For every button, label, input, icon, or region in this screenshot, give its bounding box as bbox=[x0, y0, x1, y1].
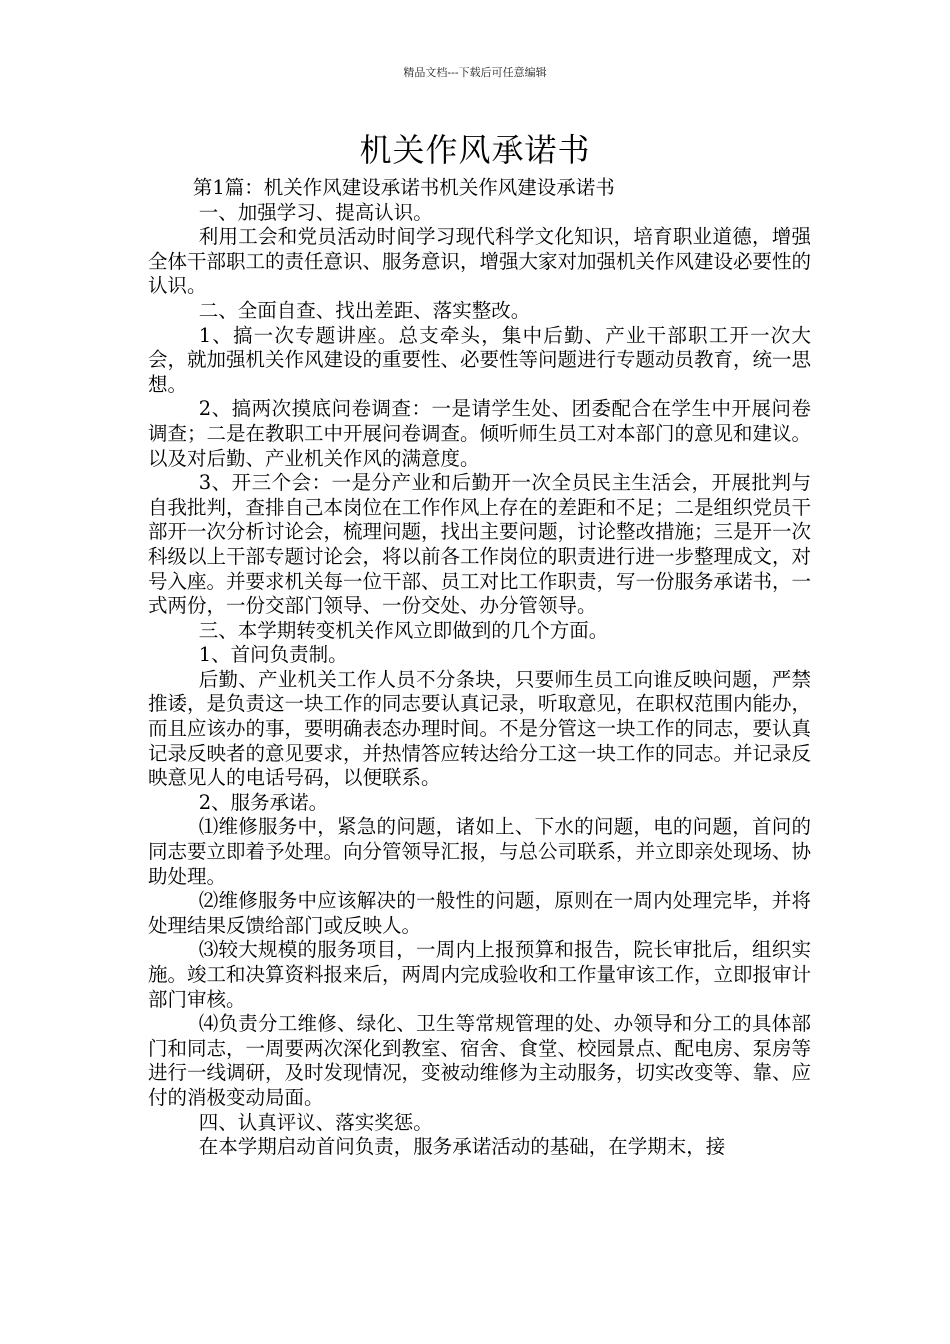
paragraph: 利用工会和党员活动时间学习现代科学文化知识，培育职业道德，增强全体干部职工的责任意识、服务意识，增强大家对加强机关作风建设必要性的认识。 bbox=[148, 225, 812, 298]
subsection-heading: 1、首问负责制。 bbox=[198, 643, 348, 667]
paragraph: 后勤、产业机关工作人员不分条块，只要师生员工向谁反映问题，严禁推诿，是负责这一块工作的同志要认真记录，听取意见，在职权范围内能办，而且应该办的事，要明确表态办理时间。不是分管这一块工作的同志，要认真记录反映者的意见要求，并热情答应转达给分工这一块工作的同志。并记录反映意见人的电话号码，以便联系。 bbox=[148, 667, 812, 790]
document-body bbox=[148, 176, 811, 1160]
paragraph: ⑷负责分工维修、绿化、卫生等常规管理的处、办领导和分工的具体部门和同志，一周要两次深化到教室、宿舍、食堂、校园景点、配电房、泵房等进行一线调研，及时发现情况，变被动维修为主动服务，切实改变等、靠、应付的消极变动局面。 bbox=[148, 1012, 812, 1109]
paragraph: ⑵维修服务中应该解决的一般性的问题，原则在一周内处理完毕，并将处理结果反馈给部门或反映人。 bbox=[148, 889, 811, 937]
section-heading: 三、本学期转变机关作风立即做到的几个方面。 bbox=[198, 618, 609, 642]
paragraph: 1、搞一次专题讲座。总支牵头，集中后勤、产业干部职工开一次大会，就加强机关作风建设的重要性、必要性等问题进行专题动员教育，统一思想。 bbox=[148, 323, 812, 396]
article-subtitle: 第1篇：机关作风建设承诺书机关作风建设承诺书 bbox=[192, 176, 615, 199]
section-heading: 一、加强学习、提高认识。 bbox=[198, 200, 433, 224]
paragraph: 在本学期启动首问负责，服务承诺活动的基础，在学期末，接 bbox=[198, 1135, 726, 1159]
document-title: 机关作风承诺书 bbox=[359, 131, 591, 169]
header-note: 精品文档---下载后可任意编辑 bbox=[403, 66, 547, 79]
paragraph: ⑴维修服务中，紧急的问题，诸如上、下水的问题，电的问题，首问的同志要立即着予处理。向分管领导汇报，与总公司联系，并立即亲处现场、协助处理。 bbox=[148, 815, 812, 888]
paragraph: ⑶较大规模的服务项目，一周内上报预算和报告，院长审批后，组织实施。竣工和决算资料报来后，两周内完成验收和工作量审该工作，立即报审计部门审核。 bbox=[148, 938, 812, 1011]
subsection-heading: 2、服务承诺。 bbox=[198, 790, 329, 814]
section-heading: 二、全面自查、找出差距、落实整改。 bbox=[198, 298, 531, 322]
paragraph: 3、开三个会：一是分产业和后勤开一次全员民主生活会，开展批判与自我批判，查排自己本岗位在工作作风上存在的差距和不足；二是组织党员干部开一次分析讨论会，梳理问题，找出主要问题，讨论整改措施；三是开一次科级以上干部专题讨论会，将以前各工作岗位的职责进行进一步整理成文，对号入座。并要求机关每一位干部、员工对比工作职责，写一份服务承诺书，一式两份，一份交部门领导、一份交处、办分管领导。 bbox=[148, 471, 812, 618]
section-heading: 四、认真评议、落实奖惩。 bbox=[198, 1110, 433, 1134]
paragraph: 2、搞两次摸底问卷调查：一是请学生处、团委配合在学生中开展问卷调查；二是在教职工中开展问卷调查。倾听师生员工对本部门的意见和建议。以及对后勤、产业机关作风的满意度。 bbox=[148, 397, 812, 470]
